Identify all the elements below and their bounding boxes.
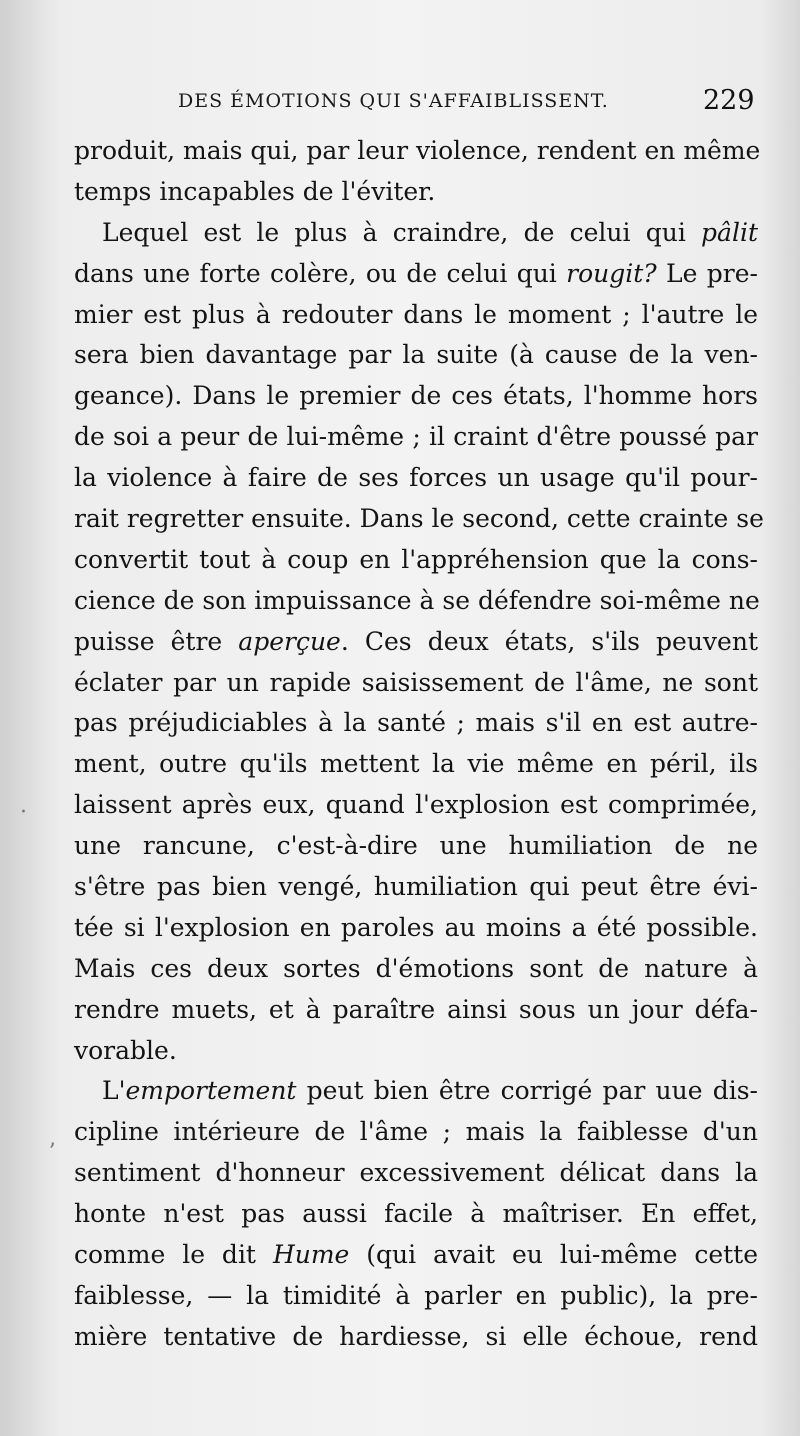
text-line [74,908,758,949]
text-segment: laissent après eux, quand l'explosion est comprimée, [74,790,758,820]
text-line [74,1235,758,1276]
text-segment: dans une forte colère, ou de celui qui [74,258,567,288]
text-line [74,172,758,213]
text-line [74,1071,758,1112]
italic-word: emportement [125,1076,297,1106]
text-segment: la violence à faire de ses forces un usage qu'il pour- [74,463,758,493]
italic-word: Hume [272,1240,350,1270]
text-line [74,499,764,540]
text-segment: faiblesse, — la timidité à parler en public), la pre- [74,1280,758,1310]
page-number: 229 [703,85,755,116]
text-segment: vorable. [74,1035,177,1065]
text-line [74,376,758,417]
text-line [74,663,758,704]
text-segment: geance). Dans le premier de ces états, l'homme hors [74,381,758,411]
text-segment: de soi a peur de lui-même ; il craint d'être poussé par [74,422,758,452]
text-line [74,417,758,458]
text-segment: temps incapables de l'éviter. [74,176,436,206]
text-line [74,622,758,663]
text-segment: puisse être [74,626,239,656]
text-line [74,295,758,336]
text-line [74,1031,758,1072]
italic-word: pâlit [701,217,758,247]
text-line [74,785,758,826]
text-segment: produit, mais qui, par leur violence, rendent en même [74,136,761,165]
text-segment: honte n'est pas aussi facile à maîtriser. En effet, [74,1199,758,1229]
text-line [74,1112,758,1153]
text-line [74,990,758,1031]
text-segment: Lequel est le plus à craindre, de celui qui [102,217,702,247]
text-segment: L' [102,1076,126,1106]
text-segment: . Ces deux états, s'ils peuvent [340,626,758,656]
text-segment: convertit tout à coup en l'appréhension que la cons- [74,544,758,574]
text-line [74,1194,758,1235]
text-segment: Le pre- [656,258,758,288]
text-segment: rendre muets, et à paraître ainsi sous un jour défa- [74,994,758,1024]
text-segment: mière tentative de hardiesse, si elle échoue, rend [74,1321,758,1351]
text-line [74,867,758,908]
text-segment: tée si l'explosion en paroles au moins a été possible. [74,912,758,942]
text-line [74,213,758,254]
text-segment: cipline intérieure de l'âme ; mais la faiblesse d'un [74,1117,758,1147]
running-title: DES ÉMOTIONS QUI S'AFFAIBLISSENT. [178,90,609,112]
text-line [74,458,758,499]
text-segment: (qui avait eu lui-même cette [349,1240,759,1270]
text-line [74,254,758,295]
text-line [74,1153,758,1194]
italic-word: aperçue [238,626,341,656]
text-line [74,703,758,744]
text-line [74,1317,758,1358]
text-line [74,826,758,867]
margin-dot-mark: · [20,800,27,825]
text-line [74,744,758,785]
text-segment: sentiment d'honneur excessivement délicat dans la [74,1158,758,1188]
text-segment: éclater par un rapide saisissement de l'âme, ne sont [74,667,758,697]
text-line [74,540,758,581]
text-line [74,131,761,172]
italic-word: rougit? [566,258,657,288]
text-segment: pas préjudiciables à la santé ; mais s'il en est autre- [74,708,758,738]
text-segment: sera bien davantage par la suite (à cause de la ven- [74,340,758,370]
text-segment: peut bien être corrigé par uue dis- [296,1076,758,1106]
text-segment: une rancune, c'est-à-dire une humiliation de ne [74,831,758,861]
margin-tick-mark: ʼ [48,1140,55,1165]
text-segment: cience de son impuissance à se défendre soi-même ne [74,585,760,615]
text-segment: comme le dit [74,1240,273,1270]
body-text [74,131,764,1358]
text-segment: ment, outre qu'ils mettent la vie même en péril, ils [74,749,758,779]
text-line [74,335,758,376]
text-segment: s'être pas bien vengé, humiliation qui peut être évi- [74,872,758,902]
text-line [74,949,758,990]
text-segment: rait regretter ensuite. Dans le second, cette crainte se [74,504,764,534]
text-segment: Mais ces deux sortes d'émotions sont de nature à [74,953,758,983]
text-line [74,581,758,622]
text-line [74,1276,758,1317]
text-segment: mier est plus à redouter dans le moment ; l'autre le [74,299,758,329]
page-header [0,85,800,124]
